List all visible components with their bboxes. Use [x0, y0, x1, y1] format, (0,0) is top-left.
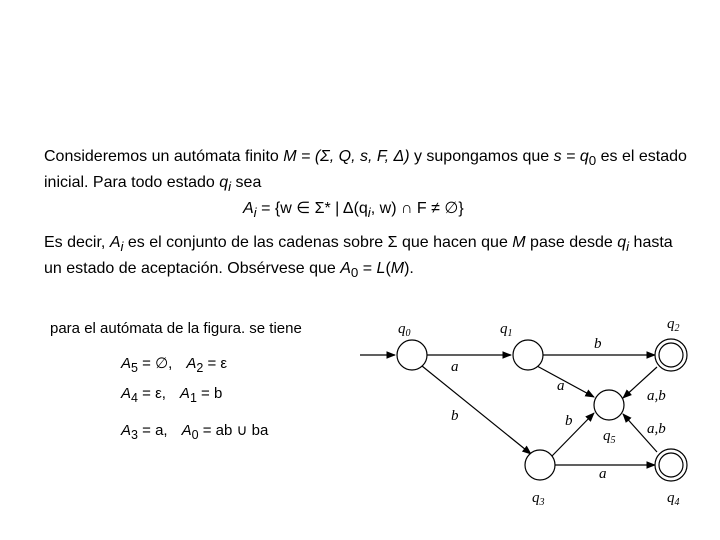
state-q2: [655, 339, 687, 371]
equation-value: = b: [196, 385, 223, 402]
subscript: i: [120, 239, 124, 255]
transition-label-q2-q5: a,b: [647, 388, 666, 404]
transition-label-q0-q1: a: [451, 359, 459, 375]
transition-label-q3-q5: b: [565, 413, 573, 429]
formula-text: , w) ∩ F ≠ ∅}: [370, 200, 464, 217]
symbol: L: [376, 260, 386, 278]
state-label-q1: $q_1$: [500, 321, 513, 339]
equation-value: = ε,: [137, 385, 166, 402]
transition-label-q0-q3: b: [451, 408, 459, 424]
equation-value: = a,: [137, 422, 168, 439]
subscript: i: [367, 205, 371, 221]
subscript: i: [626, 239, 630, 255]
state-q5: [594, 390, 624, 420]
automaton-tuple: M = (Σ, Q, s, F, Δ): [283, 148, 410, 165]
state-q3: [525, 450, 555, 480]
subscript: 3: [131, 428, 138, 442]
transition-label-q1-q5: a: [557, 378, 565, 394]
transition-label-q3-q4: a: [599, 466, 607, 482]
explanation-text: hasta un estado de aceptación. Obsérvese que: [44, 234, 673, 278]
edge-q3-q5: [552, 413, 594, 456]
intro-text: sea: [231, 174, 262, 192]
intro-text: es el estado inicial. Para todo estado: [44, 148, 687, 192]
formula-symbol: A: [243, 200, 254, 217]
transition-label-q1-q2: b: [594, 336, 602, 352]
explanation-text: es el conjunto de las cadenas sobre Σ que hacen que: [123, 234, 513, 251]
symbol: M: [390, 260, 405, 278]
symbol: A: [340, 260, 351, 278]
symbol: A: [181, 422, 192, 439]
symbol: q: [617, 234, 627, 251]
edge-q1-q5: [537, 366, 594, 397]
symbol: A: [121, 385, 132, 402]
equation-value: = ε: [203, 355, 228, 372]
explanation-text: (: [385, 260, 391, 278]
start-state-eq: s = q: [553, 148, 589, 165]
state-label-q5: $q_5$: [603, 428, 616, 446]
symbol: A: [109, 234, 121, 251]
state-label-q4: $q_4$: [667, 490, 680, 508]
explanation-text: Es decir,: [44, 234, 110, 251]
symbol: A: [121, 355, 132, 372]
edge-q0-q3: [422, 366, 531, 454]
subscript: 0: [191, 428, 199, 442]
symbol: A: [121, 422, 132, 439]
state-label-q3: $q_3$: [532, 490, 545, 508]
symbol: A: [186, 355, 197, 372]
intro-text: y supongamos que: [409, 148, 554, 165]
subscript: 2: [196, 361, 204, 375]
subscript: i: [253, 205, 257, 221]
transition-label-q4-q5: a,b: [647, 421, 666, 437]
subscript: 1: [189, 391, 197, 405]
explanation-text: pase desde: [525, 234, 618, 251]
equation-value: = ab ∪ ba: [198, 422, 269, 439]
state-q1: [513, 340, 543, 370]
subscript: 4: [131, 391, 138, 405]
symbol: M: [512, 234, 526, 251]
figure-caption: para el autómata de la figura. se tiene: [50, 320, 302, 337]
subscript: 0: [588, 153, 597, 169]
symbol: A: [179, 385, 190, 402]
subscript: i: [228, 179, 232, 195]
explanation-text: =: [358, 260, 377, 278]
state-symbol: q: [219, 174, 229, 192]
intro-text: Consideremos un autómata finito: [44, 148, 284, 165]
state-label-q0: $q_0$: [398, 321, 411, 339]
explanation-text: ).: [404, 260, 414, 278]
formula-text: = {w ∈ Σ* | Δ(q: [256, 200, 368, 217]
state-label-q2: $q_2$: [667, 316, 680, 334]
state-q0: [397, 340, 427, 370]
subscript: 5: [131, 361, 138, 375]
state-q4: [655, 449, 687, 481]
subscript: 0: [350, 265, 359, 281]
equation-value: = ∅,: [137, 355, 173, 372]
